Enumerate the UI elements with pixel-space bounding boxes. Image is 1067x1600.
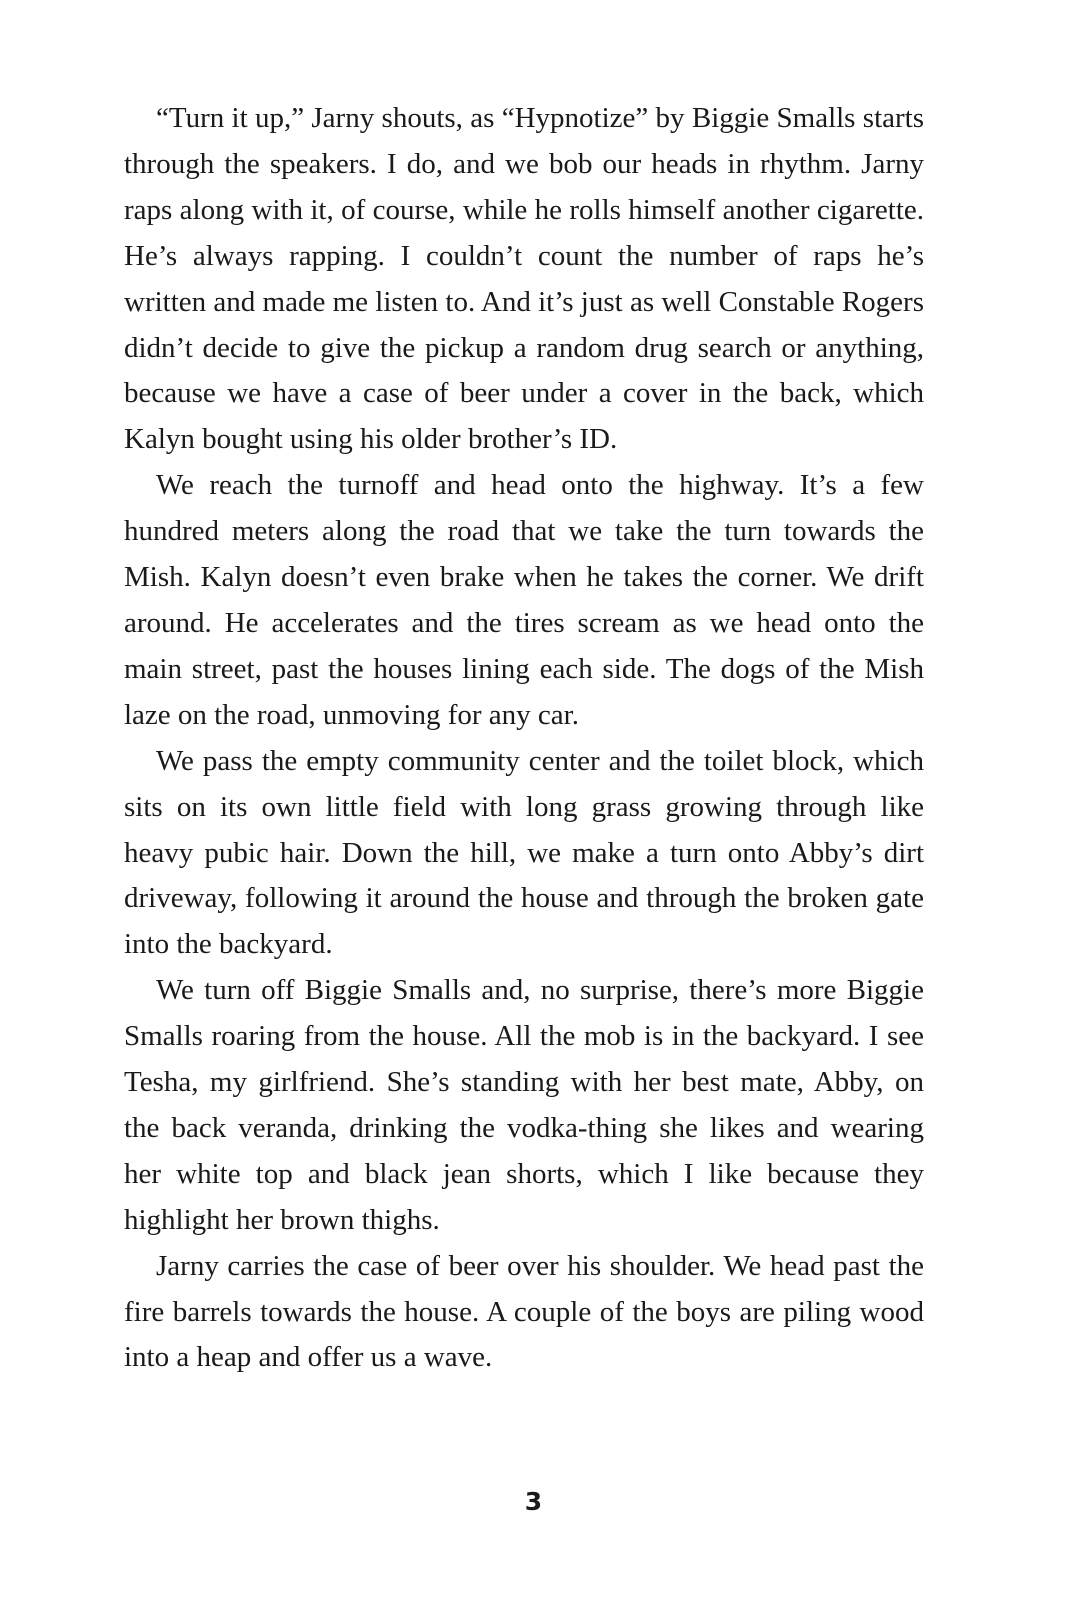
page-number: 3 [524,1487,543,1516]
body-text [124,96,924,1381]
paragraph-4: We turn off Biggie Smalls and, no surprise, there’s more Biggie Smalls roaring from the house. All the mob is in the backyard. I see Tesha, my girlfriend. She’s standing with her best mate, Abby, on the back veranda, drinking the vodka-thing she likes and wearing her white top and black jean shorts, which I like because they highlight her brown thighs. [124,974,924,1236]
paragraph-5: Jarny carries the case of beer over his shoulder. We head past the fire barrels towards the house. A couple of the boys are piling wood into a heap and offer us a wave. [124,1249,924,1374]
paragraph-3: We pass the empty community center and the toilet block, which sits on its own little field with long grass growing through like heavy pubic hair. Down the hill, we make a turn onto Abby’s dirt driveway, following it around the house and through the broken gate into the backyard. [124,744,924,961]
paragraph-1: “Turn it up,” Jarny shouts, as “Hypnotize” by Biggie Smalls starts through the speakers. I do, and we bob our heads in rhythm. Jarny raps along with it, of course, while he rolls himself another cigarette. He’s always rapping. I couldn’t count the number of raps he’s written and made me listen to. And it’s just as well Constable Rogers didn’t decide to give the pickup a random drug search or anything, because we have a case of beer under a cover in the back, which Kalyn bought using his older brother’s ID. [124,102,924,456]
paragraph-2: We reach the turnoff and head onto the highway. It’s a few hundred meters along the road that we take the turn towards the Mish. Kalyn doesn’t even brake when he takes the corner. We drift around. He accelerates and the tires scream as we head onto the main street, past the houses lining each side. The dogs of the Mish laze on the road, unmoving for any car. [124,469,924,731]
